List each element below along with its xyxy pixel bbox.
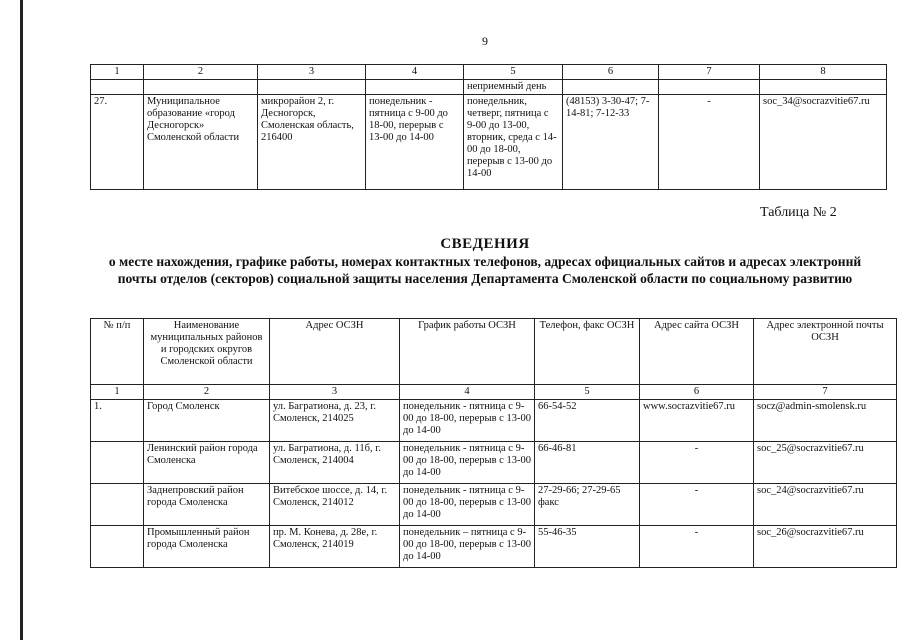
municipality-name: Заднепровский район города Смоленска bbox=[144, 484, 270, 526]
row-number bbox=[91, 484, 144, 526]
heading-subtitle: о месте нахождения, графике работы, номерах контактных телефонов, адресах официальных сайтов и адресах электроннй почты отделов (секторов) социальной защиты населения Департамента Смоленской области по социальному развитию bbox=[108, 254, 862, 286]
row-number bbox=[91, 442, 144, 484]
cell: неприемный день bbox=[464, 80, 563, 95]
table-caption: Таблица № 2 bbox=[760, 205, 837, 220]
email: soc_26@socrazvitie67.ru bbox=[754, 526, 897, 568]
office-address: ул. Багратиона, д. 11б, г. Смоленск, 214004 bbox=[270, 442, 400, 484]
website: - bbox=[640, 484, 754, 526]
table-row bbox=[91, 95, 887, 190]
row-number bbox=[91, 526, 144, 568]
cell bbox=[91, 80, 144, 95]
phone: 66-54-52 bbox=[535, 400, 640, 442]
table-row bbox=[91, 484, 897, 526]
column-header: Наименование муниципальных районов и городских округов Смоленской области bbox=[144, 319, 270, 385]
municipality-name: Промышленный район города Смоленска bbox=[144, 526, 270, 568]
phone: 27-29-66; 27-29-65 факс bbox=[535, 484, 640, 526]
heading-title: СВЕДЕНИЯ bbox=[440, 236, 530, 252]
table-offices bbox=[90, 318, 897, 568]
municipality-name: Муниципальное образование «город Десногорск» Смоленской области bbox=[144, 95, 258, 190]
header-number: 1 bbox=[91, 385, 144, 400]
cell bbox=[563, 80, 659, 95]
header-cell: 7 bbox=[659, 65, 760, 80]
website: - bbox=[659, 95, 760, 190]
column-header: Телефон, факс ОСЗН bbox=[535, 319, 640, 385]
table-header bbox=[91, 319, 897, 385]
email: soc_25@socrazvitie67.ru bbox=[754, 442, 897, 484]
cell bbox=[659, 80, 760, 95]
header-cell: 8 bbox=[760, 65, 887, 80]
table-continuation bbox=[90, 64, 887, 190]
email: soc_34@socrazvitie67.ru bbox=[760, 95, 887, 190]
phone: 55-46-35 bbox=[535, 526, 640, 568]
document-heading bbox=[90, 236, 880, 287]
municipality-name: Ленинский район города Смоленска bbox=[144, 442, 270, 484]
phone: 66-46-81 bbox=[535, 442, 640, 484]
header-cell: 5 bbox=[464, 65, 563, 80]
header-number: 2 bbox=[144, 385, 270, 400]
phone: (48153) 3-30-47; 7-14-81; 7-12-33 bbox=[563, 95, 659, 190]
table-row bbox=[91, 80, 887, 95]
header-cell: 4 bbox=[366, 65, 464, 80]
header-number: 3 bbox=[270, 385, 400, 400]
cell bbox=[144, 80, 258, 95]
municipality-name: Город Смоленск bbox=[144, 400, 270, 442]
work-schedule: понедельник - пятница с 9-00 до 18-00, перерыв с 13-00 до 14-00 bbox=[366, 95, 464, 190]
table-header-numbers bbox=[91, 65, 887, 80]
header-number: 5 bbox=[535, 385, 640, 400]
column-header: Адрес ОСЗН bbox=[270, 319, 400, 385]
page-number: 9 bbox=[482, 34, 488, 48]
office-address: ул. Багратиона, д. 23, г. Смоленск, 214025 bbox=[270, 400, 400, 442]
office-address: пр. М. Конева, д. 28е, г. Смоленск, 214019 bbox=[270, 526, 400, 568]
header-number: 7 bbox=[754, 385, 897, 400]
website: www.socrazvitie67.ru bbox=[640, 400, 754, 442]
header-number: 4 bbox=[400, 385, 535, 400]
column-header: График работы ОСЗН bbox=[400, 319, 535, 385]
column-header: № п/п bbox=[91, 319, 144, 385]
column-header: Адрес сайта ОСЗН bbox=[640, 319, 754, 385]
row-number: 1. bbox=[91, 400, 144, 442]
work-schedule: понедельник - пятница с 9-00 до 18-00, перерыв с 13-00 до 14-00 bbox=[400, 442, 535, 484]
work-schedule: понедельник - пятница с 9-00 до 18-00, перерыв с 13-00 до 14-00 bbox=[400, 484, 535, 526]
table-header-numbers bbox=[91, 385, 897, 400]
scan-edge-bar bbox=[20, 0, 23, 640]
cell bbox=[760, 80, 887, 95]
work-schedule: понедельник - пятница с 9-00 до 18-00, перерыв с 13-00 до 14-00 bbox=[400, 400, 535, 442]
office-address: микрорайон 2, г. Десногорск, Смоленская область, 216400 bbox=[258, 95, 366, 190]
header-cell: 1 bbox=[91, 65, 144, 80]
reception-schedule: понедельник, четверг, пятница с 9-00 до 13-00, вторник, среда с 14-00 до 18-00, перерыв с 13-00 до 14-00 bbox=[464, 95, 563, 190]
header-cell: 3 bbox=[258, 65, 366, 80]
row-number: 27. bbox=[91, 95, 144, 190]
email: socz@admin-smolensk.ru bbox=[754, 400, 897, 442]
website: - bbox=[640, 442, 754, 484]
table-row bbox=[91, 526, 897, 568]
header-cell: 6 bbox=[563, 65, 659, 80]
email: soc_24@socrazvitie67.ru bbox=[754, 484, 897, 526]
header-number: 6 bbox=[640, 385, 754, 400]
cell bbox=[258, 80, 366, 95]
office-address: Витебское шоссе, д. 14, г. Смоленск, 214012 bbox=[270, 484, 400, 526]
table-row bbox=[91, 442, 897, 484]
website: - bbox=[640, 526, 754, 568]
column-header: Адрес электронной почты ОСЗН bbox=[754, 319, 897, 385]
work-schedule: понедельник – пятница с 9-00 до 18-00, перерыв с 13-00 до 14-00 bbox=[400, 526, 535, 568]
table-row bbox=[91, 400, 897, 442]
header-cell: 2 bbox=[144, 65, 258, 80]
cell bbox=[366, 80, 464, 95]
